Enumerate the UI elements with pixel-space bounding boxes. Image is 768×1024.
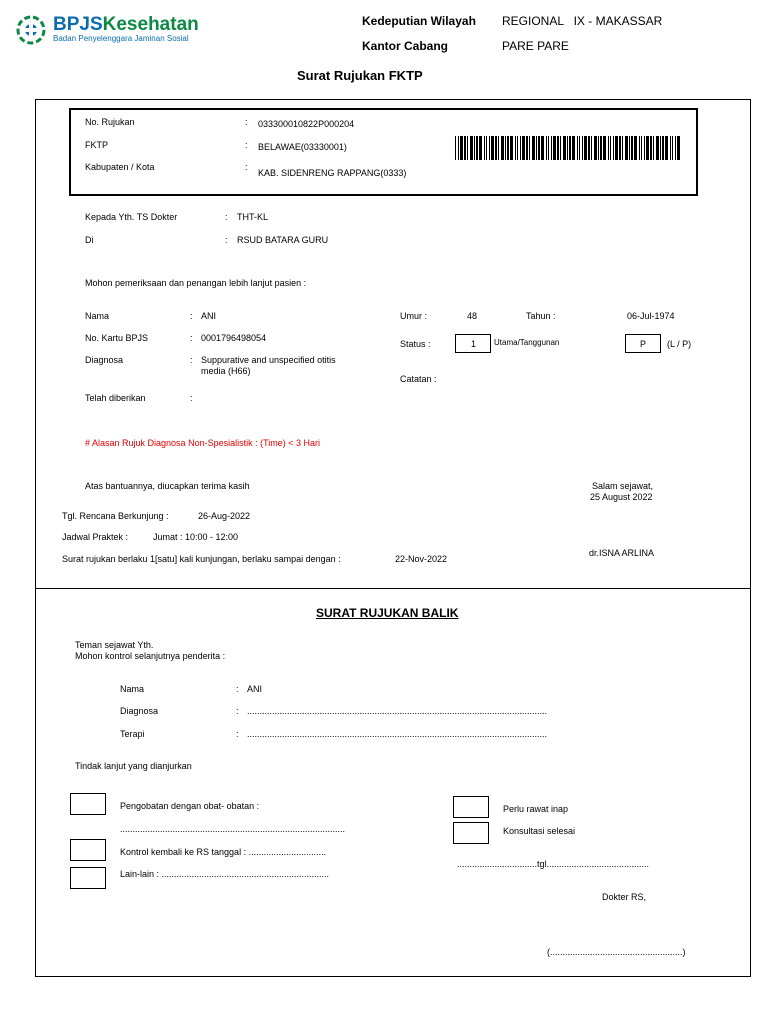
fktp-value: BELAWAE(03330001)	[258, 142, 347, 152]
alasan-rujuk: # Alasan Rujuk Diagnosa Non-Spesialistik : (Time) < 3 Hari	[85, 438, 321, 448]
gender-value: P	[640, 339, 647, 349]
balik-title: SURAT RUJUKAN BALIK	[316, 606, 459, 620]
balik-terapi-label: Terapi	[120, 729, 145, 739]
opt-kontrol: Kontrol kembali ke RS tanggal : ...............................	[120, 847, 327, 857]
status-label: Status :	[400, 339, 431, 349]
barcode	[455, 136, 682, 160]
telah-label: Telah diberikan	[85, 393, 146, 403]
colon: :	[225, 212, 228, 222]
tgl-rencana-value: 26-Aug-2022	[198, 511, 251, 521]
kepada-value: THT-KL	[237, 212, 269, 222]
colon: :	[190, 355, 193, 365]
kedeputian-value: REGIONAL IX - MAKASSAR	[502, 14, 663, 28]
kepada-label: Kepada Yth. TS Dokter	[85, 212, 178, 222]
nama-label: Nama	[85, 311, 110, 321]
nama-value: ANI	[201, 311, 217, 321]
kab-label: Kabupaten / Kota	[85, 162, 155, 172]
gender-box	[625, 334, 661, 353]
kartu-label: No. Kartu BPJS	[85, 333, 149, 343]
colon: :	[245, 162, 248, 172]
opt-pengobatan: Pengobatan dengan obat- obatan :	[120, 801, 260, 811]
checkbox-rawat-inap[interactable]	[453, 796, 489, 818]
tgl-rencana-label: Tgl. Rencana Berkunjung :	[62, 511, 169, 521]
no-rujukan-label: No. Rujukan	[85, 117, 135, 127]
bpjs-logo	[16, 14, 199, 48]
kantor-value: PARE PARE	[502, 39, 569, 53]
no-rujukan-value: 033300010822P000204	[258, 119, 355, 129]
fktp-label: FKTP	[85, 140, 109, 150]
balik-diagnosa-label: Diagnosa	[120, 706, 159, 716]
opt-rawat: Perlu rawat inap	[503, 804, 569, 814]
opt-lain: Lain-lain : ...................................................................	[120, 869, 330, 879]
diagnosa-value-line2: media (H66)	[201, 366, 251, 376]
colon: :	[190, 311, 193, 321]
checkbox-kontrol[interactable]	[70, 839, 106, 861]
gender-label: (L / P)	[667, 339, 692, 349]
umur-value: 48	[467, 311, 478, 321]
logo-subtitle: Badan Penyelenggara Jaminan Sosial	[53, 34, 189, 43]
balik-nama-label: Nama	[120, 684, 145, 694]
salam-text: Salam sejawat,	[592, 481, 654, 491]
bpjs-logo-icon	[16, 15, 46, 45]
tahun-value: 06-Jul-1974	[627, 311, 675, 321]
kedeputian-label: Kedeputian Wilayah	[362, 14, 476, 28]
kab-value: KAB. SIDENRENG RAPPANG(0333)	[258, 168, 407, 178]
opt-konsul: Konsultasi selesai	[503, 826, 576, 836]
letter-date: 25 August 2022	[590, 492, 653, 502]
balik-diagnosa-dots: ........................................................................................................................	[247, 706, 548, 716]
catatan-label: Catatan :	[400, 374, 437, 384]
umur-label: Umur :	[400, 311, 427, 321]
checkbox-lain[interactable]	[70, 867, 106, 889]
form-frame	[35, 99, 751, 977]
status-value: 1	[471, 339, 477, 349]
colon: :	[225, 235, 228, 245]
di-value: RSUD BATARA GURU	[237, 235, 329, 245]
thanks-text: Atas bantuannya, diucapkan terima kasih	[85, 481, 250, 491]
balik-terapi-dots: ........................................................................................................................	[247, 729, 548, 739]
berlaku-label: Surat rujukan berlaku 1[satu] kali kunjungan, berlaku sampai dengan :	[62, 554, 341, 564]
di-label: Di	[85, 235, 94, 245]
kartu-value: 0001796498054	[201, 333, 267, 343]
intro-text: Mohon pemeriksaan dan penangan lebih lanjut pasien :	[85, 278, 307, 288]
jadwal-label: Jadwal Praktek :	[62, 532, 129, 542]
signature-line: (.....................................................)	[547, 947, 686, 957]
colon: :	[236, 706, 239, 716]
colon: :	[190, 393, 193, 403]
colon: :	[245, 140, 248, 150]
checkbox-pengobatan[interactable]	[70, 793, 106, 815]
status-box	[455, 334, 491, 353]
diagnosa-label: Diagnosa	[85, 355, 124, 365]
balik-nama-value: ANI	[247, 684, 263, 694]
logo-brand-a: BPJS	[53, 14, 103, 35]
colon: :	[190, 333, 193, 343]
logo-brand-b: Kesehatan	[102, 14, 199, 35]
section-divider	[35, 588, 751, 589]
balik-greeting-2: Mohon kontrol selanjutnya penderita :	[75, 651, 226, 661]
page-title: Surat Rujukan FKTP	[297, 68, 423, 83]
colon: :	[245, 117, 248, 127]
utama-label: Utama/Tanggunan	[494, 338, 560, 347]
colon: :	[236, 729, 239, 739]
colon: :	[236, 684, 239, 694]
balik-greeting-1: Teman sejawat Yth.	[75, 640, 154, 650]
berlaku-value: 22-Nov-2022	[395, 554, 448, 564]
jadwal-value: Jumat : 10:00 - 12:00	[153, 532, 239, 542]
diagnosa-value-line1: Suppurative and unspecified otitis	[201, 355, 336, 365]
tindak-label: Tindak lanjut yang dianjurkan	[75, 761, 192, 771]
dokter-rs: Dokter RS,	[602, 892, 647, 902]
opt-pengobatan-dots: ..........................................................................................	[120, 824, 346, 834]
checkbox-konsultasi[interactable]	[453, 822, 489, 844]
doctor-name: dr.ISNA ARLINA	[589, 548, 655, 558]
kantor-label: Kantor Cabang	[362, 39, 449, 53]
tahun-label: Tahun :	[526, 311, 556, 321]
tgl-line: ................................tgl.........................................	[457, 859, 650, 869]
